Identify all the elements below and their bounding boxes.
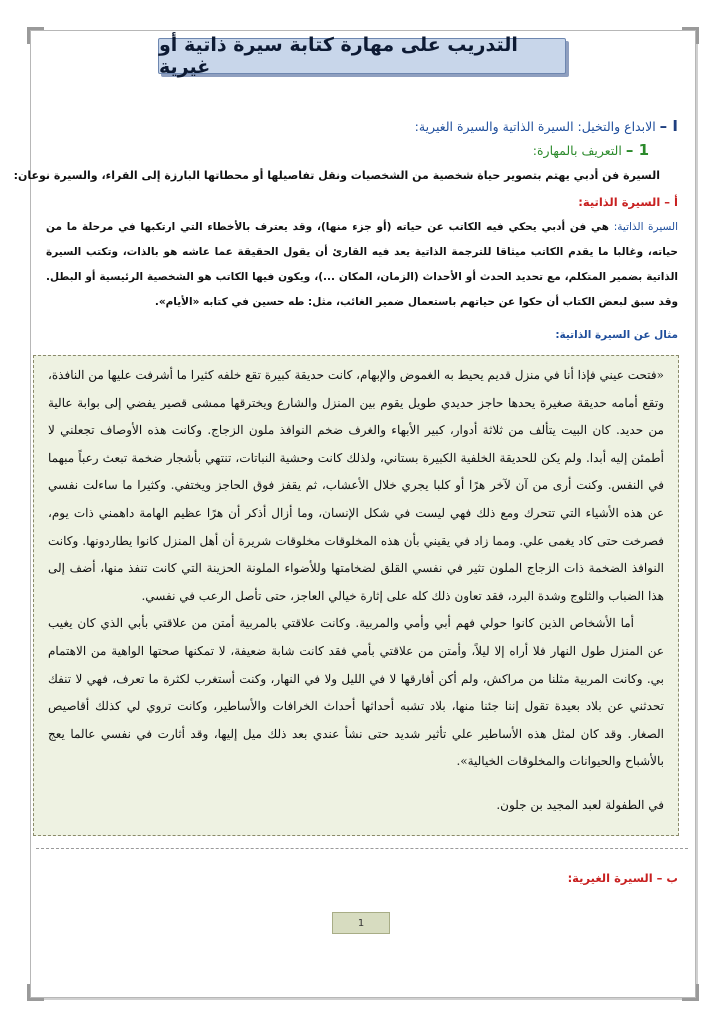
definition-text: هي فن أدبي يحكي فيه الكاتب عن حياته (أو جزء منها)، وقد يعترف بالأخطاء التي ارتكبها في مرحلة ما من حياته، وغالبا ما يقدم الكاتب ميثاقا للترجمة الذاتية يعد فيه القارئ أن يقول الحقيقة عما عاشه هو بالذات، وتكتب السيرة الذاتية بضمير المتكلم، مع تحديد الحدث أو الأحداث (الزمان، المكان ...)، ويكون فيها الكاتب هو الشخصية الرئيسية أو البطل. وقد سبق لبعض الكتاب أن حكوا عن حياتهم باستعمال ضمير الغائب، مثل: طه حسين في كتابه «الأيام». — [46, 221, 678, 308]
subsection-heading-a: أ – السيرة الذاتية: — [578, 195, 678, 209]
page-title-box — [158, 34, 566, 78]
autobiography-definition — [46, 215, 678, 315]
subsection-label: التعريف بالمهارة: — [532, 143, 626, 158]
frame-corner — [682, 27, 699, 44]
subsection-heading-1-1 — [533, 141, 649, 159]
page-title: التدريب على مهارة كتابة سيرة ذاتية أو غيرية — [159, 34, 518, 78]
example-paragraph-1: «فتحت عيني فإذا أنا في منزل قديم يحيط به الغموض والإبهام، كانت حديقة كبيرة تقع خلفه كثيرا ما أشرفت عليها من النافذة، وتقع أمامه حديقة صغيرة يحدها حاجز حديدي طويل يقوم بين المنزل والشارع ويخترقها ممشى قصير يفضي إلى بوابة عالية من حديد. كان البيت يتألف من ثلاثة أدوار، كبير الأبهاء والغرف ضخم النوافذ ملون الزجاج. وكانت هذه الأوصاف تجعلني لا أطمئن إليه أبدا. ولم يكن للحديقة الخلفية الكبيرة بستاني، ولذلك كانت وحشية النباتات، تنتهي بأشجار ضخمة تبعث رعباً مبهما في النفس. وكنت أرى من آن لآخر هرًا أو كلبا يجري خلال الأعشاب، ثم يقفز فوق الحاجز ويختفي. وكثيرا ما ساءلت نفسي عن هذه الأشياء التي تتحرك ومع ذلك فهي ليست في شكل الإنسان، وما أزال أذكر أن هرًا عظيم الهامة داهمني ذات يوم، فصرخت حتى كاد يغمى علي. ومما زاد في يقيني بأن هذه المخلوقات مخلوقات شريرة أن أهل المنزل كانوا يطاردونها. وكانت النوافذ الضخمة ذات الزجاج الملون تثير في نفسي القلق لضخامتها وللأضواء الملونة الحزينة التي كانت تنفذ منها، أضف إلى هذا الضباب والثلوج وشدة البرد، فقد تعاون ذلك كله على إثارة خيالي العاجز، حتى تأصل الرعب في نفسي. — [48, 368, 664, 603]
page-number-box — [332, 912, 390, 934]
frame-corner — [27, 27, 44, 44]
subsection-number: 1 – — [625, 141, 649, 159]
frame-corner — [682, 984, 699, 1001]
example-label: مثال عن السيرة الذاتية: — [555, 329, 678, 341]
section-heading-1 — [415, 117, 678, 135]
example-source: في الطفولة لعبد المجيد بن جلون. — [496, 798, 664, 812]
page-number: 1 — [357, 917, 365, 929]
subsection-heading-b: ب – السيرة الغيرية: — [567, 871, 678, 885]
example-text — [34, 356, 678, 776]
section-number: I – — [659, 117, 678, 135]
intro-paragraph: السيرة فن أدبي يهتم بتصوير حياة شخصية من الشخصيات ونقل تفاصيلها أو محطاتها البارزة إلى القراء، والسيرة نوعان: — [13, 169, 660, 182]
divider — [36, 848, 688, 849]
section-label: الابداع والتخيل: السيرة الذاتية والسيرة الغيرية: — [414, 119, 660, 134]
example-paragraph-2: أما الأشخاص الذين كانوا حولي فهم أبي وأمي والمربية. وكانت علاقتي بالمربية أمتن من علاقتي بأبي الذي كان يغيب عن المنزل طول النهار فلا أراه إلا ليلاً، وأمتن من علاقتي بأمي فقد كانت شابة ضعيفة، لا تمكنها صحتها الواهية من الاهتمام بي. وكانت المربية مثلنا من مراكش، ولم أكن أفارقها لا في الليل ولا في النهار، وكنت أستغرب لكثرة ما تعرف، فهي لا تنفك تحدثني عن بلاد بعيدة تقول إننا جئنا منها، بلاد تشبه أحداثها أحداث الخرافات والأساطير، وكانت تروي لي كذلك أقاصيص الصغار. وقد كان لمثل هذه الأساطير علي تأثير شديد حتى نشأ عندي بعد ذلك ميل إليها، وقد أثارت في نفسي عالما يعج بالأشباح والحيوانات والمخلوقات الخيالية». — [48, 616, 664, 769]
frame-corner — [27, 984, 44, 1001]
definition-lead: السيرة الذاتية: — [613, 221, 678, 233]
example-box — [33, 355, 679, 836]
